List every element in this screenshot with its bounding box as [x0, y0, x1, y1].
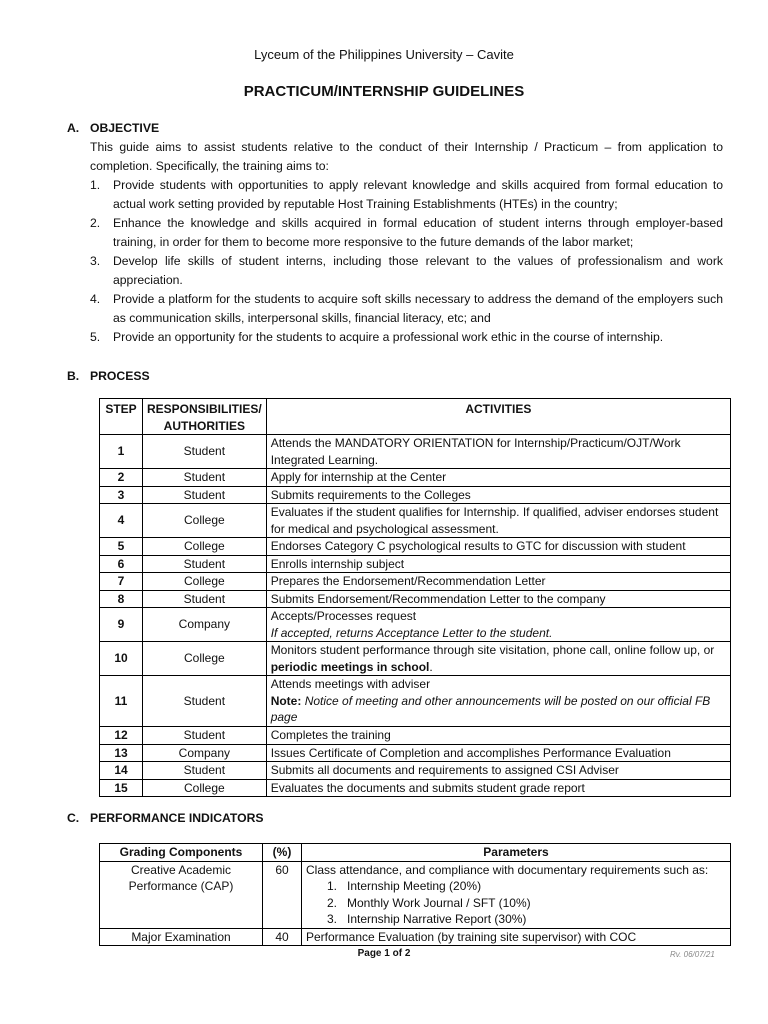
activity-cell: Evaluates if the student qualifies for Internship. If qualified, adviser endorses student for medical and psychological assessment. — [266, 504, 730, 538]
step-cell: 2 — [100, 469, 143, 487]
column-header-step: STEP — [100, 399, 143, 435]
step-cell: 1 — [100, 435, 143, 469]
item-number: 5. — [90, 330, 101, 344]
table-row — [100, 642, 731, 676]
table-row — [100, 469, 731, 487]
responsibility-cell: College — [143, 642, 267, 676]
table-row — [100, 435, 731, 469]
section-title: PERFORMANCE INDICATORS — [90, 811, 264, 825]
responsibility-cell: Company — [143, 608, 267, 642]
responsibility-cell: Student — [143, 435, 267, 469]
responsibility-cell: Company — [143, 744, 267, 762]
list-item — [90, 328, 723, 347]
activity-emphasis: periodic meetings in school — [270, 659, 430, 674]
item-text: Internship Narrative Report (30%) — [347, 912, 527, 926]
step-cell: 10 — [100, 642, 143, 676]
table-row — [100, 608, 731, 642]
item-text: Develop life skills of student interns, including those relevant to the values of professionalism and work appreciation. — [113, 254, 723, 287]
step-cell: 9 — [100, 608, 143, 642]
item-text: Provide students with opportunities to apply relevant knowledge and skills acquired from formal education to actual work setting provided by reputable Host Training Establishments (HTEs) in the country; — [113, 178, 723, 211]
table-row — [100, 538, 731, 556]
performance-table — [99, 843, 731, 946]
list-item — [90, 290, 723, 328]
page-number: Page 1 of 2 — [357, 948, 411, 959]
activity-cell: Submits requirements to the Colleges — [266, 486, 730, 504]
activity-text: Attends meetings with adviser — [270, 677, 431, 692]
university-name: Lyceum of the Philippines University – Cavite — [254, 47, 514, 62]
table-header-row — [100, 844, 731, 862]
activity-cell: Endorses Category C psychological results to GTC for discussion with student — [266, 538, 730, 556]
step-cell: 8 — [100, 590, 143, 608]
column-header-component: Grading Components — [100, 844, 263, 862]
activity-cell: Attends the MANDATORY ORIENTATION for Internship/Practicum/OJT/Work Integrated Learning. — [266, 435, 730, 469]
table-row — [100, 779, 731, 797]
revision-label: Rv. 06/07/21 — [670, 950, 715, 959]
table-row — [100, 676, 731, 727]
step-cell: 4 — [100, 504, 143, 538]
section-b-heading — [67, 369, 150, 383]
section-title: PROCESS — [90, 369, 150, 383]
activity-cell — [266, 608, 730, 642]
activity-note: If accepted, returns Acceptance Letter to the student. — [270, 625, 553, 640]
list-item — [327, 895, 726, 912]
list-item — [90, 252, 723, 290]
step-cell: 12 — [100, 727, 143, 745]
item-number: 1. — [90, 178, 101, 192]
document-title: PRACTICUM/INTERNSHIP GUIDELINES — [243, 83, 525, 100]
table-row — [100, 573, 731, 591]
section-a-heading — [67, 121, 160, 135]
section-letter: C. — [67, 811, 80, 825]
activity-cell: Issues Certificate of Completion and accomplishes Performance Evaluation — [266, 744, 730, 762]
table-row — [100, 861, 731, 928]
header-line: AUTHORITIES — [163, 418, 246, 433]
responsibility-cell: Student — [143, 469, 267, 487]
activity-cell: Evaluates the documents and submits student grade report — [266, 779, 730, 797]
responsibility-cell: College — [143, 538, 267, 556]
item-text: Monthly Work Journal / SFT (10%) — [347, 895, 531, 910]
section-letter: A. — [67, 121, 80, 135]
parameters-text: Class attendance, and compliance with documentary requirements such as: — [306, 862, 709, 877]
table-row — [100, 486, 731, 504]
item-number: 3. — [90, 254, 101, 268]
table-header-row — [100, 399, 731, 435]
activity-cell: Submits Endorsement/Recommendation Letter to the company — [266, 590, 730, 608]
responsibility-cell: Student — [143, 676, 267, 727]
list-item — [90, 214, 723, 252]
objective-list — [90, 176, 723, 347]
step-cell: 15 — [100, 779, 143, 797]
activity-cell: Enrolls internship subject — [266, 555, 730, 573]
component-cell: Major Examination — [100, 928, 263, 946]
column-header-parameters: Parameters — [302, 844, 731, 862]
item-text: Internship Meeting (20%) — [347, 879, 482, 893]
activity-text: Accepts/Processes request — [270, 609, 417, 623]
component-cell: Creative Academic Performance (CAP) — [100, 861, 263, 928]
list-item — [327, 878, 726, 895]
activity-cell: Prepares the Endorsement/Recommendation Letter — [266, 573, 730, 591]
parameters-cell — [302, 861, 731, 928]
step-cell: 14 — [100, 762, 143, 780]
responsibility-cell: College — [143, 504, 267, 538]
responsibility-cell: Student — [143, 486, 267, 504]
item-text: Enhance the knowledge and skills acquired in formal education of student interns through employer-based training, in order for them to become more responsive to the future demands of the labor market; — [113, 216, 723, 249]
responsibility-cell: Student — [143, 590, 267, 608]
table-row — [100, 762, 731, 780]
activity-cell — [266, 676, 730, 727]
responsibility-cell: Student — [143, 727, 267, 745]
activity-cell: Completes the training — [266, 727, 730, 745]
step-cell: 13 — [100, 744, 143, 762]
section-c-heading — [67, 811, 264, 825]
responsibility-cell: Student — [143, 762, 267, 780]
item-text: Provide an opportunity for the students to acquire a professional work ethic in the course of internship. — [113, 330, 664, 344]
list-item — [327, 911, 726, 928]
section-letter: B. — [67, 369, 80, 383]
table-row — [100, 928, 731, 946]
process-table — [99, 398, 731, 797]
step-cell: 11 — [100, 676, 143, 727]
item-number: 2. — [327, 895, 338, 910]
objective-intro: This guide aims to assist students relative to the conduct of their Internship / Practicum – from application to completion. Specifically, the training aims to: — [90, 140, 723, 173]
table-row — [100, 744, 731, 762]
percent-cell: 40 — [263, 928, 302, 946]
step-cell: 3 — [100, 486, 143, 504]
column-header-percent: (%) — [263, 844, 302, 862]
step-cell: 6 — [100, 555, 143, 573]
item-number: 3. — [327, 912, 338, 926]
parameters-cell: Performance Evaluation (by training site supervisor) with COC — [302, 928, 731, 946]
table-row — [100, 555, 731, 573]
parameters-list — [306, 878, 726, 928]
section-title: OBJECTIVE — [90, 121, 160, 135]
note-label: Note: — [270, 693, 302, 708]
item-number: 4. — [90, 292, 101, 306]
percent-cell: 60 — [263, 861, 302, 928]
table-row — [100, 590, 731, 608]
activity-text: Monitors student performance through site visitation, phone call, online follow up, or — [270, 643, 715, 657]
responsibility-cell: College — [143, 779, 267, 797]
responsibility-cell: College — [143, 573, 267, 591]
column-header-activities: ACTIVITIES — [266, 399, 730, 435]
item-text: Provide a platform for the students to acquire soft skills necessary to address the demand of the employers such as communication skills, interpersonal skills, financial literacy, etc; and — [113, 292, 723, 325]
activity-cell: Apply for internship at the Center — [266, 469, 730, 487]
item-number: 2. — [90, 216, 101, 230]
header-line: RESPONSIBILITIES/ — [147, 402, 262, 416]
step-cell: 7 — [100, 573, 143, 591]
table-row — [100, 504, 731, 538]
item-number: 1. — [327, 879, 338, 893]
list-item — [90, 176, 723, 214]
column-header-responsibilities — [143, 399, 267, 435]
activity-end: . — [429, 659, 433, 674]
step-cell: 5 — [100, 538, 143, 556]
note-text: Notice of meeting and other announcements will be posted on our official FB page — [270, 693, 711, 725]
activity-cell — [266, 642, 730, 676]
activity-cell: Submits all documents and requirements to assigned CSI Adviser — [266, 762, 730, 780]
table-row — [100, 727, 731, 745]
responsibility-cell: Student — [143, 555, 267, 573]
